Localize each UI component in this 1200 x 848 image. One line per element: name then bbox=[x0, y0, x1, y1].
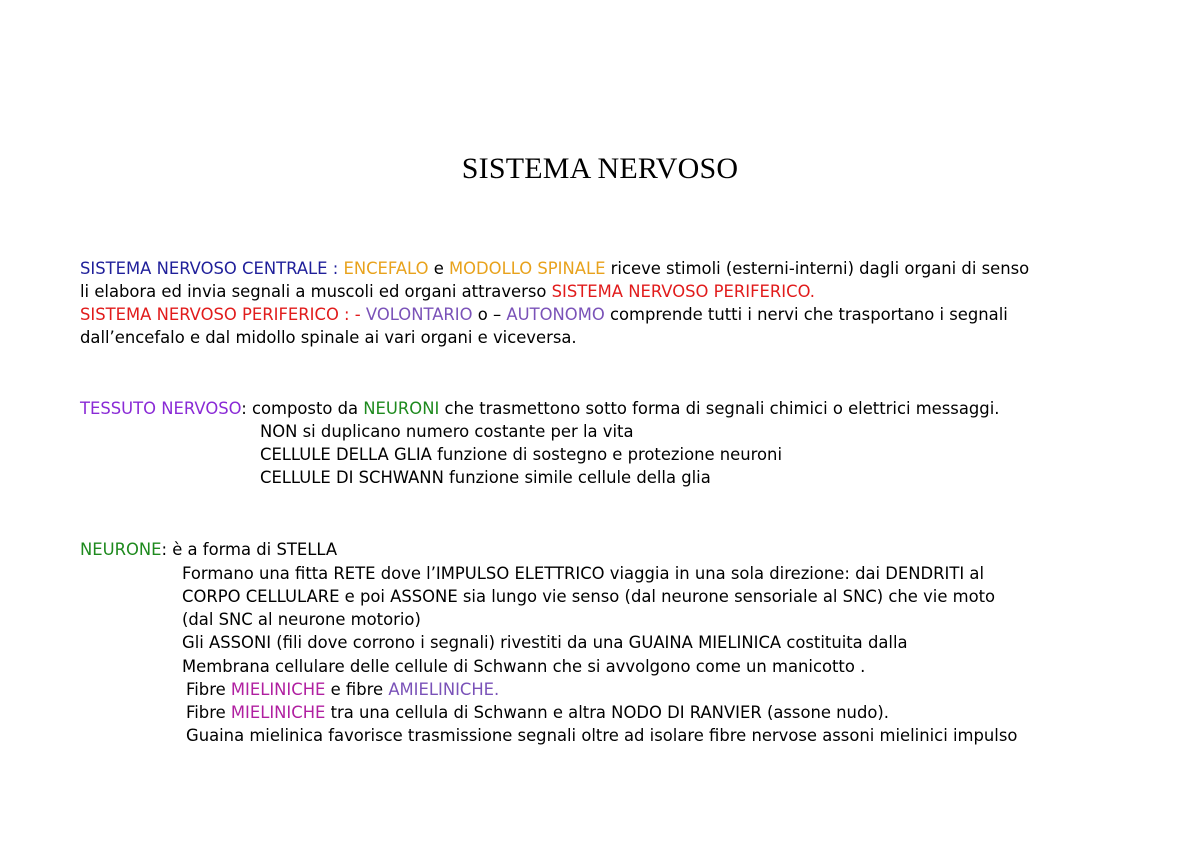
tessuto-line-4: CELLULE DI SCHWANN funzione simile cellule della glia bbox=[260, 468, 711, 487]
page-title: SISTEMA NERVOSO bbox=[461, 152, 739, 185]
amieliniche-term: AMIELINICHE. bbox=[388, 680, 500, 699]
neurone-label: NEURONE bbox=[80, 540, 162, 559]
snp-line-2: dall’encefalo e dal midollo spinale ai vari organi e viceversa. bbox=[80, 328, 577, 347]
neuroni-term: NEURONI bbox=[363, 399, 440, 418]
snp-reference: SISTEMA NERVOSO PERIFERICO. bbox=[551, 282, 816, 301]
tessuto-line-3: CELLULE DELLA GLIA funzione di sostegno e protezione neuroni bbox=[260, 445, 782, 464]
neurone-line-4: (dal SNC al neurone motorio) bbox=[182, 610, 421, 629]
tessuto-line-2: NON si duplicano numero costante per la vita bbox=[260, 422, 634, 441]
neurone-line-7: Fibre MIELINICHE e fibre AMIELINICHE. bbox=[186, 680, 500, 699]
encefalo-term: ENCEFALO bbox=[343, 259, 429, 278]
mieliniche-term-2: MIELINICHE bbox=[230, 703, 326, 722]
neurone-line-1: NEURONE: è a forma di STELLA bbox=[80, 540, 338, 559]
snp-line-1: SISTEMA NERVOSO PERIFERICO : - VOLONTARIO o – AUTONOMO comprende tutti i nervi che trasportano i segnali bbox=[80, 305, 1008, 324]
volontario-term: VOLONTARIO bbox=[365, 305, 473, 324]
snc-line-1: SISTEMA NERVOSO CENTRALE : ENCEFALO e MODOLLO SPINALE riceve stimoli (esterni-interni) dagli organi di senso bbox=[80, 259, 1030, 278]
neurone-line-9: Guaina mielinica favorisce trasmissione segnali oltre ad isolare fibre nervose assoni mielinici impulso bbox=[186, 726, 1018, 745]
tessuto-line-1: TESSUTO NERVOSO: composto da NEURONI che trasmettono sotto forma di segnali chimici o elettrici messaggi. bbox=[80, 399, 1000, 418]
snp-label: SISTEMA NERVOSO PERIFERICO bbox=[80, 305, 339, 324]
neurone-line-2: Formano una fitta RETE dove l’IMPULSO ELETTRICO viaggia in una sola direzione: dai DENDRITI al bbox=[182, 564, 985, 583]
neurone-line-6: Membrana cellulare delle cellule di Schwann che si avvolgono come un manicotto . bbox=[182, 657, 866, 676]
snc-label: SISTEMA NERVOSO CENTRALE bbox=[80, 259, 328, 278]
midollo-term: MODOLLO SPINALE bbox=[449, 259, 606, 278]
mieliniche-term: MIELINICHE bbox=[230, 680, 326, 699]
tessuto-label: TESSUTO NERVOSO bbox=[80, 399, 242, 418]
neurone-line-5: Gli ASSONI (fili dove corrono i segnali) rivestiti da una GUAINA MIELINICA costituita dalla bbox=[182, 633, 908, 652]
neurone-line-8: Fibre MIELINICHE tra una cellula di Schwann e altra NODO DI RANVIER (assone nudo). bbox=[186, 703, 889, 722]
autonomo-term: AUTONOMO bbox=[506, 305, 605, 324]
snc-line-2: li elabora ed invia segnali a muscoli ed organi attraverso SISTEMA NERVOSO PERIFERICO. bbox=[80, 282, 816, 301]
neurone-line-3: CORPO CELLULARE e poi ASSONE sia lungo vie senso (dal neurone sensoriale al SNC) che vie moto bbox=[182, 587, 996, 606]
